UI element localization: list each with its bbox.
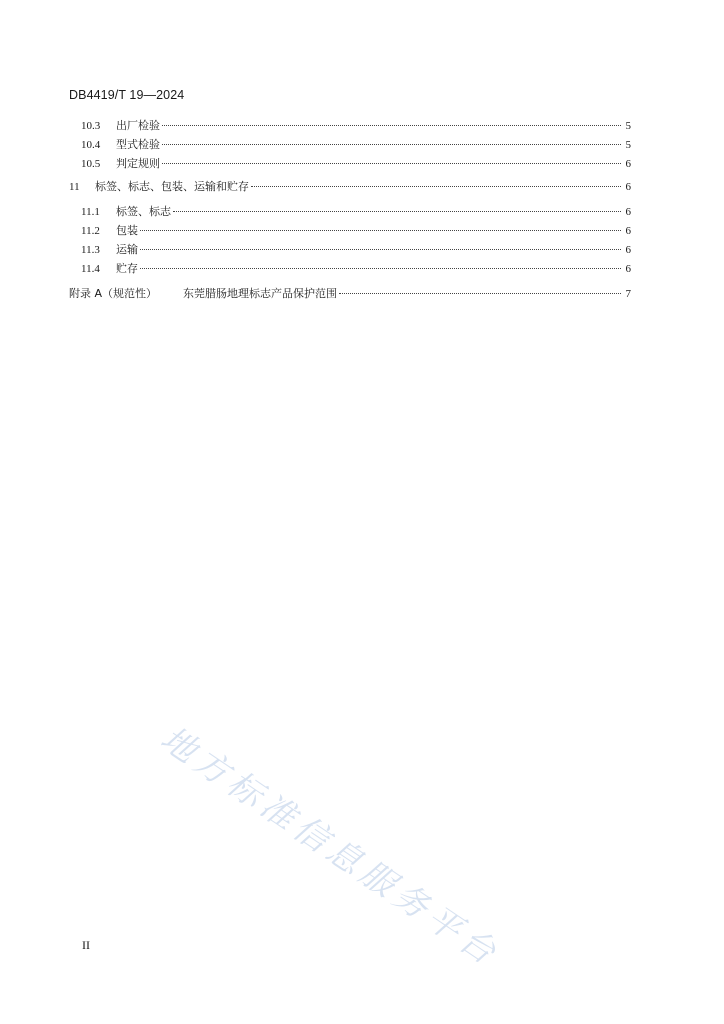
toc-entry-title: 标签、标志 — [116, 205, 171, 218]
toc-entry-10-3[interactable] — [81, 118, 631, 134]
toc-dot-leader — [140, 268, 621, 269]
toc-dot-leader — [162, 144, 621, 145]
toc-entry-page: 7 — [625, 288, 631, 300]
toc-dot-leader — [251, 186, 621, 187]
toc-dot-leader — [162, 125, 621, 126]
toc-entry-number: 11.3 — [81, 244, 100, 256]
toc-entry-11-4[interactable] — [81, 261, 631, 277]
toc-entry-page: 6 — [625, 244, 631, 256]
toc-entry-title: 出厂检验 — [116, 119, 160, 132]
watermark-text: 地方标准信息服务平台 — [153, 718, 508, 976]
toc-entry-10-5[interactable] — [81, 156, 631, 172]
toc-dot-leader — [162, 163, 621, 164]
toc-entry-title: 包装 — [116, 224, 138, 237]
toc-dot-leader — [140, 230, 621, 231]
toc-entry-page: 5 — [625, 120, 631, 132]
toc-entry-11-1[interactable] — [81, 204, 631, 220]
toc-entry-page: 6 — [625, 225, 631, 237]
toc-entry-page: 6 — [625, 263, 631, 275]
toc-dot-leader — [140, 249, 621, 250]
toc-entry-title: 型式检验 — [116, 138, 160, 151]
toc-entry-title: 判定规则 — [116, 157, 160, 170]
toc-entry-page: 5 — [625, 139, 631, 151]
toc-entry-11[interactable] — [69, 179, 631, 195]
toc-entry-number: 附录 A（规范性） — [69, 287, 158, 300]
toc-dot-leader — [339, 293, 621, 294]
toc-entry-page: 6 — [625, 181, 631, 193]
toc-entry-appendix-a[interactable] — [69, 286, 631, 302]
toc-entry-number: 11 — [69, 181, 80, 193]
toc-entry-10-4[interactable] — [81, 137, 631, 153]
toc-entry-11-2[interactable] — [81, 223, 631, 239]
toc-entry-page: 6 — [625, 206, 631, 218]
toc-entry-number: 11.1 — [81, 206, 100, 218]
toc-entry-number: 10.5 — [81, 158, 101, 170]
page-number: II — [82, 938, 90, 952]
toc-entry-title: 东莞腊肠地理标志产品保护范围 — [183, 287, 337, 300]
toc-entry-page: 6 — [625, 158, 631, 170]
toc-entry-number: 11.2 — [81, 225, 100, 237]
toc-entry-title: 运输 — [116, 243, 138, 256]
toc-dot-leader — [173, 211, 621, 212]
toc-entry-title: 标签、标志、包装、运输和贮存 — [95, 180, 249, 193]
toc-entry-11-3[interactable] — [81, 242, 631, 258]
toc-entry-number: 10.3 — [81, 120, 101, 132]
toc-entry-title: 贮存 — [116, 262, 138, 275]
document-code: DB4419/T 19—2024 — [69, 88, 185, 102]
toc-entry-number: 10.4 — [81, 139, 101, 151]
toc-entry-number: 11.4 — [81, 263, 100, 275]
